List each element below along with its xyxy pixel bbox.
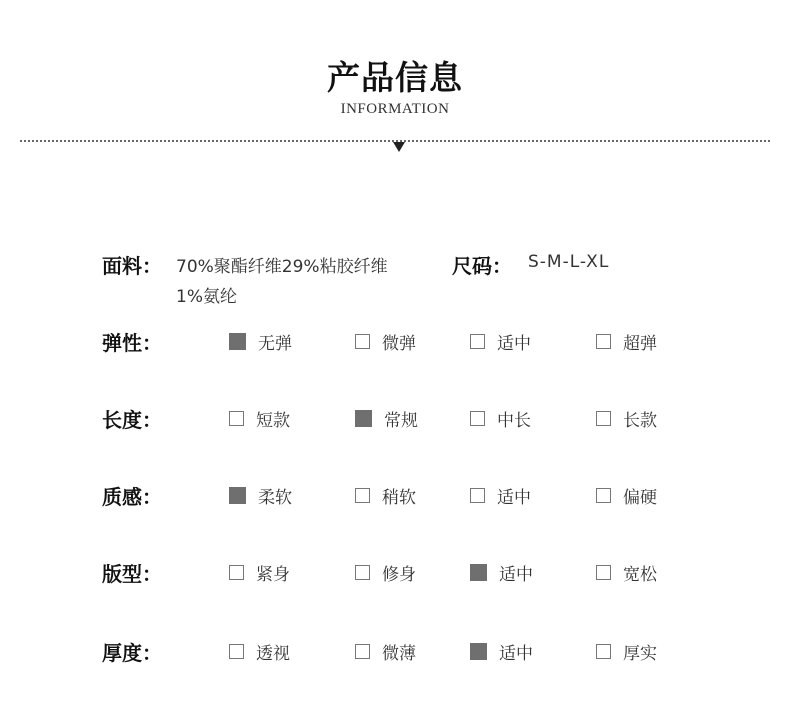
fabric-label: 面料：: [102, 254, 162, 278]
checked-box-icon: [229, 487, 246, 504]
option-label: 适中: [497, 334, 531, 354]
option-label: 厚实: [623, 644, 657, 664]
row-label: 版型：: [102, 562, 162, 586]
option-label: 超弹: [623, 334, 657, 354]
unchecked-box-icon: [355, 334, 370, 349]
option-item: [596, 483, 657, 508]
unchecked-box-icon: [596, 411, 611, 426]
unchecked-box-icon: [596, 644, 611, 659]
size-value: S-M-L-XL: [528, 252, 610, 272]
unchecked-box-icon: [229, 411, 244, 426]
option-label: 微弹: [382, 334, 416, 354]
row-label: 长度：: [102, 408, 162, 432]
option-label: 适中: [497, 488, 531, 508]
unchecked-box-icon: [470, 411, 485, 426]
option-label: 柔软: [258, 488, 292, 508]
option-item: [229, 329, 292, 354]
checked-box-icon: [355, 410, 372, 427]
unchecked-box-icon: [596, 565, 611, 580]
option-label: 偏硬: [623, 488, 657, 508]
checked-box-icon: [470, 643, 487, 660]
option-label: 适中: [499, 644, 533, 664]
option-label: 中长: [497, 411, 531, 431]
option-item: [596, 560, 657, 585]
checked-box-icon: [470, 564, 487, 581]
option-item: [470, 329, 531, 354]
option-item: [470, 406, 531, 431]
option-label: 稍软: [382, 488, 416, 508]
down-triangle-icon: [393, 142, 405, 152]
option-item: [596, 639, 657, 664]
unchecked-box-icon: [229, 644, 244, 659]
unchecked-box-icon: [355, 644, 370, 659]
option-item: [229, 483, 292, 508]
header-title: 产品信息: [327, 58, 463, 97]
option-item: [470, 639, 533, 664]
option-item: [355, 560, 416, 585]
option-item: [355, 483, 416, 508]
option-label: 常规: [384, 411, 418, 431]
unchecked-box-icon: [596, 488, 611, 503]
row-label: 厚度：: [102, 641, 162, 665]
option-item: [229, 406, 290, 431]
unchecked-box-icon: [229, 565, 244, 580]
option-label: 透视: [256, 644, 290, 664]
option-item: [355, 406, 418, 431]
option-label: 适中: [499, 565, 533, 585]
option-label: 微薄: [382, 644, 416, 664]
row-label: 质感：: [102, 485, 162, 509]
option-label: 长款: [623, 411, 657, 431]
option-item: [229, 560, 290, 585]
size-label: 尺码：: [452, 254, 512, 278]
fabric-value-line2: 1%氨纶: [176, 287, 237, 307]
option-label: 无弹: [258, 334, 292, 354]
option-item: [470, 560, 533, 585]
option-label: 短款: [256, 411, 290, 431]
option-item: [596, 329, 657, 354]
unchecked-box-icon: [355, 488, 370, 503]
unchecked-box-icon: [470, 334, 485, 349]
header-subtitle: INFORMATION: [340, 101, 450, 117]
option-item: [355, 329, 416, 354]
fabric-value-line1: 70%聚酯纤维29%粘胶纤维: [176, 257, 388, 277]
option-item: [229, 639, 290, 664]
option-label: 紧身: [256, 565, 290, 585]
row-label: 弹性：: [102, 331, 162, 355]
checked-box-icon: [229, 333, 246, 350]
option-item: [355, 639, 416, 664]
option-label: 修身: [382, 565, 416, 585]
option-item: [470, 483, 531, 508]
unchecked-box-icon: [355, 565, 370, 580]
unchecked-box-icon: [596, 334, 611, 349]
option-item: [596, 406, 657, 431]
unchecked-box-icon: [470, 488, 485, 503]
option-label: 宽松: [623, 565, 657, 585]
